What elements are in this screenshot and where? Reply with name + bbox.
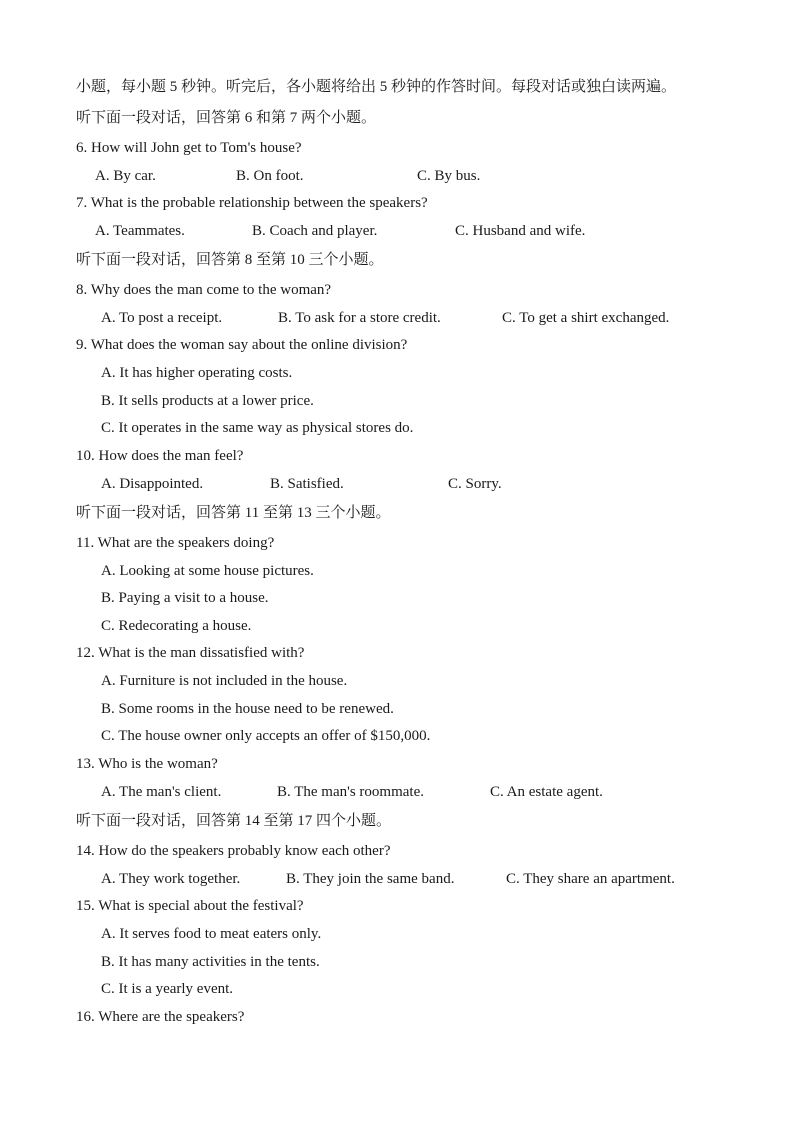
question-7-option-a: A. Teammates. xyxy=(95,223,185,239)
question-13-option-c: C. An estate agent. xyxy=(490,784,603,800)
question-12-option-c: C. The house owner only accepts an offer of $150,000. xyxy=(101,728,431,744)
question-14-option-b: B. They join the same band. xyxy=(286,871,455,887)
question-14-option-c: C. They share an apartment. xyxy=(506,871,675,887)
question-7-option-b: B. Coach and player. xyxy=(252,223,378,239)
question-12-option-a: A. Furniture is not included in the house. xyxy=(101,673,348,689)
question-15-stem: 15. What is special about the festival? xyxy=(76,898,304,914)
question-8-option-a: A. To post a receipt. xyxy=(101,310,223,326)
question-10-stem: 10. How does the man feel? xyxy=(76,448,244,464)
question-10-option-b: B. Satisfied. xyxy=(270,476,344,492)
question-9-option-c: C. It operates in the same way as physical stores do. xyxy=(101,420,414,436)
question-9-option-b: B. It sells products at a lower price. xyxy=(101,393,314,409)
question-11-option-a: A. Looking at some house pictures. xyxy=(101,563,314,579)
question-7-option-c: C. Husband and wife. xyxy=(455,223,586,239)
question-13-option-a: A. The man's client. xyxy=(101,784,222,800)
question-8-stem: 8. Why does the man come to the woman? xyxy=(76,282,332,298)
direction-q6-q7: 听下面一段对话，回答第 6 和第 7 两个小题。 xyxy=(76,110,377,126)
direction-q11-q13: 听下面一段对话，回答第 11 至第 13 三个小题。 xyxy=(76,505,391,521)
question-9-stem: 9. What does the woman say about the online division? xyxy=(76,337,408,353)
question-16-stem: 16. Where are the speakers? xyxy=(76,1009,245,1025)
question-11-stem: 11. What are the speakers doing? xyxy=(76,535,275,551)
direction-q8-q10: 听下面一段对话，回答第 8 至第 10 三个小题。 xyxy=(76,252,384,268)
question-12-option-b: B. Some rooms in the house need to be renewed. xyxy=(101,701,394,717)
question-9-option-a: A. It has higher operating costs. xyxy=(101,365,293,381)
question-6-option-c: C. By bus. xyxy=(417,168,481,184)
question-6-stem: 6. How will John get to Tom's house? xyxy=(76,140,302,156)
direction-q14-q17: 听下面一段对话，回答第 14 至第 17 四个小题。 xyxy=(76,813,392,829)
question-6-option-b: B. On foot. xyxy=(236,168,304,184)
question-11-option-c: C. Redecorating a house. xyxy=(101,618,252,634)
question-15-option-b: B. It has many activities in the tents. xyxy=(101,954,320,970)
question-15-option-c: C. It is a yearly event. xyxy=(101,981,234,997)
question-6-option-a: A. By car. xyxy=(95,168,156,184)
question-13-option-b: B. The man's roommate. xyxy=(277,784,424,800)
question-12-stem: 12. What is the man dissatisfied with? xyxy=(76,645,305,661)
question-15-option-a: A. It serves food to meat eaters only. xyxy=(101,926,322,942)
question-14-option-a: A. They work together. xyxy=(101,871,241,887)
question-7-stem: 7. What is the probable relationship between the speakers? xyxy=(76,195,428,211)
intro-line-1: 小题，每小题 5 秒钟。听完后，各小题将给出 5 秒钟的作答时间。每段对话或独白读两遍。 xyxy=(76,79,677,95)
question-13-stem: 13. Who is the woman? xyxy=(76,756,218,772)
question-14-stem: 14. How do the speakers probably know each other? xyxy=(76,843,391,859)
question-8-option-c: C. To get a shirt exchanged. xyxy=(502,310,670,326)
question-10-option-c: C. Sorry. xyxy=(448,476,502,492)
question-11-option-b: B. Paying a visit to a house. xyxy=(101,590,269,606)
question-10-option-a: A. Disappointed. xyxy=(101,476,204,492)
question-8-option-b: B. To ask for a store credit. xyxy=(278,310,441,326)
